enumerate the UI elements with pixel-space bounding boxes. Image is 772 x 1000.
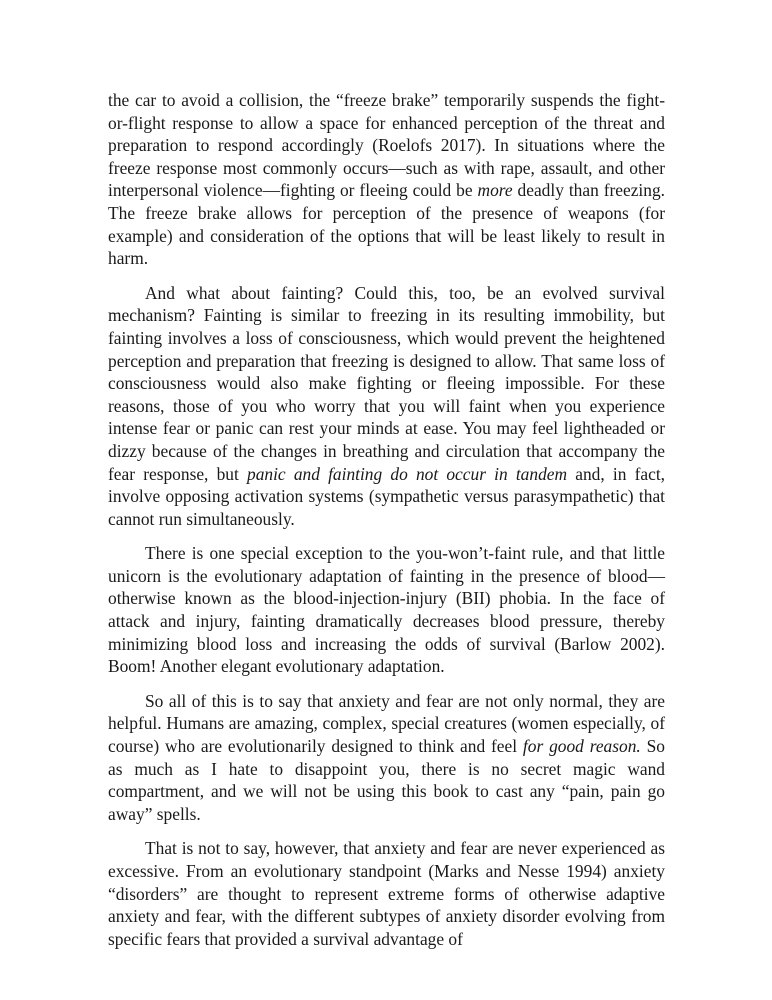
paragraph-text: So all of this is to say that anxiety and fear are not only normal, they are helpful. Humans are amazing, complex, special creatures (women especially, of course) who are evolutionarily designed to think and feel bbox=[108, 690, 665, 757]
paragraph-text: So as much as I hate to disappoint you, there is no secret magic wand compartment, and we will not be using this book to cast any “pain, pain go away” spells. bbox=[108, 736, 665, 824]
emphasis-text: panic and fainting do not occur in tandem bbox=[247, 463, 568, 484]
emphasis-text: for good reason. bbox=[522, 736, 641, 757]
paragraph-helpful-anxiety bbox=[108, 690, 665, 826]
paragraph-text: There is one special exception to the you-won’t-faint rule, and that little unicorn is the evolutionary adaptation of fainting in the presence of blood—otherwise known as the blood-injection-injury (BII) phobia. In the face of attack and injury, fainting dramatically decreases blood pressure, thereby minimizing blood loss and increasing the odds of survival (Barlow 2002). Boom! Another elegant evolutionary adaptation. bbox=[108, 543, 665, 677]
paragraph-fainting bbox=[108, 282, 665, 531]
paragraph-text: deadly than freezing. The freeze brake allows for perception of the presence of weapons (for example) and consideration of the options that will be least likely to result in harm. bbox=[108, 180, 665, 269]
paragraph-text: the car to avoid a collision, the “freeze brake” temporarily suspends the fight-or-flight response to allow a space for enhanced perception of the threat and preparation to respond accordingly (Roelofs 2017). In situations where the freeze response most commonly occurs—such as with rape, assault, and other interpersonal violence—fighting or fleeing could be bbox=[108, 90, 665, 201]
paragraph-text: And what about fainting? Could this, too, be an evolved survival mechanism? Fainting is similar to freezing in its resulting immobility, but fainting involves a loss of consciousness, which would prevent the heightened perception and preparation that freezing is designed to allow. That same loss of consciousness would also make fighting or fleeing impossible. For these reasons, those of you who worry that you will faint when you experience intense fear or panic can rest your minds at ease. You may feel lightheaded or dizzy because of the changes in breathing and circulation that accompany the fear response, but bbox=[108, 282, 665, 484]
paragraph-bii-phobia bbox=[108, 542, 665, 678]
paragraph-text: That is not to say, however, that anxiety and fear are never experienced as excessive. From an evolutionary standpoint (Marks and Nesse 1994) anxiety “disorders” are thought to represent extreme forms of otherwise adaptive anxiety and fear, with the different subtypes of anxiety disorder evolving from specific fears that provided a survival advantage of bbox=[108, 838, 665, 949]
emphasis-text: more bbox=[477, 180, 513, 201]
paragraph-text: and, in fact, involve opposing activation systems (sympathetic versus parasympathetic) that cannot run simultaneously. bbox=[108, 463, 666, 529]
paragraph-excessive-anxiety bbox=[108, 837, 665, 950]
paragraph-freeze-brake bbox=[108, 89, 665, 270]
book-page-body bbox=[108, 89, 665, 962]
